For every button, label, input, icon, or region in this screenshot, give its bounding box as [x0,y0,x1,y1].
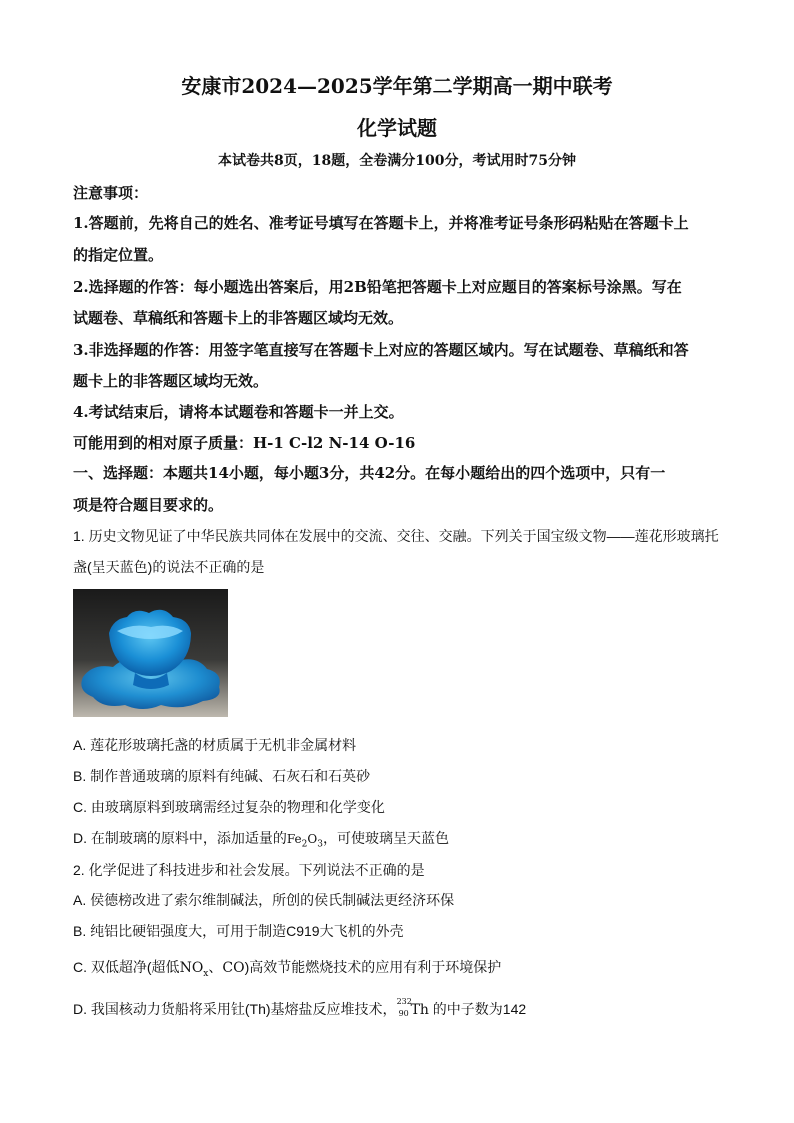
q1-stem-line-2: 盏(呈天蓝色)的说法不正确的是 [73,559,265,575]
notes-heading: 注意事项： [73,184,149,202]
note-2-line-1: 2.选择题的作答：每小题选出答案后，用2B铅笔把答题卡上对应题目的答案标号涂黑。写在 [73,278,682,296]
note-4: 4.考试结束后，请将本试题卷和答题卡一并上交。 [73,403,404,421]
section-1-line-1: 一、选择题：本题共14小题，每小题3分，共42分。在每小题给出的四个选项中，只有一 [73,464,666,482]
q2-option-d-prefix: D. 我国核动力货船将采用钍(Th)基熔盐反应堆技术， [73,1001,397,1017]
q1-option-d-prefix: D. 在制玻璃的原料中，添加适量的 [73,830,287,846]
note-1-line-1: 1.答题前，先将自己的姓名、准考证号填写在答题卡上，并将准考证号条形码粘贴在答题卡上 [73,214,689,232]
q2-option-d-suffix: 的中子数为142 [428,1001,527,1017]
note-2-line-2: 试题卷、草稿纸和答题卡上的非答题区域均无效。 [73,309,404,327]
q2-option-d: D. 我国核动力货船将采用钍(Th)基熔盐反应堆技术， 232 90 Th 的中子数为142 [73,997,527,1019]
subject-title: 化学试题 [357,116,437,140]
q2-option-c-prefix: C. 双低超净(超低 [73,959,180,975]
q1-option-a: A. 莲花形玻璃托盏的材质属于无机非金属材料 [73,737,357,753]
q2-option-c: C. 双低超净(超低$NO_x$、CO)高效节能燃烧技术的应用有利于环境保护 [73,959,502,979]
section-1-line-2: 项是符合题目要求的。 [73,496,224,514]
note-3-line-1: 3.非选择题的作答：用签字笔直接写在答题卡上对应的答题区域内。写在试题卷、草稿纸和答 [73,341,689,359]
q2-option-c-suffix: )高效节能燃烧技术的应用有利于环境保护 [244,959,502,975]
q1-stem-line-1: 1. 历史文物见证了中华民族共同体在发展中的交流、交往、交融。下列关于国宝级文物——莲花形玻璃托 [73,528,719,544]
thorium-nuclide: 232 90 [396,997,412,1019]
atomic-masses: 可能用到的相对原子质量：H-1 C-l2 N-14 O-16 [73,434,416,452]
nox-formula: $NO_x$ [179,960,209,979]
q2-option-a: A. 侯德榜改进了索尔维制碱法，所创的侯氏制碱法更经济环保 [73,892,455,908]
q1-option-b: B. 制作普通玻璃的原料有纯碱、石灰石和石英砂 [73,768,371,784]
co-formula: CO [222,960,245,976]
q1-option-d-suffix: ，可使玻璃呈天蓝色 [322,830,449,846]
fe2o3-formula: $Fe_2O_3$ [286,832,323,850]
exam-title: 安康市2024—2025学年第二学期高一期中联考 [181,74,613,98]
q1-option-c: C. 由玻璃原料到玻璃需经过复杂的物理和化学变化 [73,799,385,815]
exam-info: 本试卷共8页，18题，全卷满分100分，考试用时75分钟 [218,153,576,169]
q1-option-d [73,828,723,849]
note-1-line-2: 的指定位置。 [73,246,164,264]
q2-stem: 2. 化学促进了科技进步和社会发展。下列说法不正确的是 [73,862,425,878]
q2-option-b: B. 纯铝比硬铝强度大，可用于制造C919大飞机的外壳 [73,923,404,939]
note-3-line-2: 题卡上的非答题区域均无效。 [73,372,269,390]
lotus-glass-cup-photo [73,589,228,717]
